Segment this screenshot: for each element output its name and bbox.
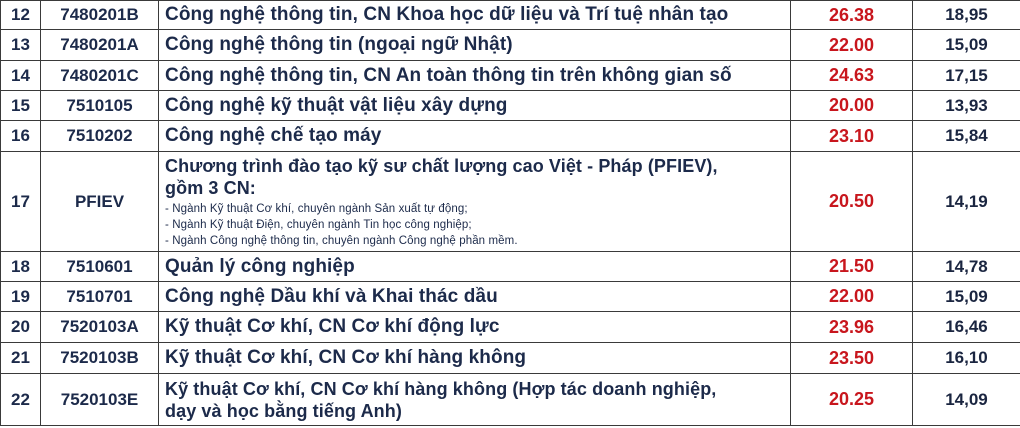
secondary-score: 15,84 bbox=[913, 121, 1020, 152]
program-name-line: gồm 3 CN: bbox=[165, 177, 256, 198]
table-row bbox=[1, 1, 1020, 30]
admission-score: 26.38 bbox=[791, 1, 913, 30]
secondary-score: 14,19 bbox=[913, 152, 1020, 252]
specialization-item: - Ngành Kỹ thuật Điện, chuyên ngành Tin học công nghiệp; bbox=[165, 218, 472, 231]
program-name bbox=[159, 152, 791, 252]
secondary-score: 14,78 bbox=[913, 252, 1020, 282]
row-number: 15 bbox=[1, 91, 41, 121]
row-number: 19 bbox=[1, 282, 41, 312]
row-number: 21 bbox=[1, 343, 41, 374]
row-number: 14 bbox=[1, 61, 41, 91]
program-name-line: Chương trình đào tạo kỹ sư chất lượng cao Việt - Pháp (PFIEV), bbox=[165, 155, 718, 176]
admission-score: 22.00 bbox=[791, 282, 913, 312]
program-name: Công nghệ chế tạo máy bbox=[159, 121, 791, 152]
table-row bbox=[1, 61, 1020, 91]
program-code: PFIEV bbox=[41, 152, 159, 252]
program-name: Kỹ thuật Cơ khí, CN Cơ khí hàng không bbox=[159, 343, 791, 374]
program-name: Quản lý công nghiệp bbox=[159, 252, 791, 282]
admission-score: 23.50 bbox=[791, 343, 913, 374]
table-row bbox=[1, 30, 1020, 61]
secondary-score: 17,15 bbox=[913, 61, 1020, 91]
secondary-score: 14,09 bbox=[913, 374, 1020, 426]
program-name: Công nghệ thông tin, CN Khoa học dữ liệu và Trí tuệ nhân tạo bbox=[159, 1, 791, 30]
admission-score: 23.10 bbox=[791, 121, 913, 152]
program-code: 7480201B bbox=[41, 1, 159, 30]
program-code: 7510601 bbox=[41, 252, 159, 282]
program-code: 7510105 bbox=[41, 91, 159, 121]
program-code: 7520103E bbox=[41, 374, 159, 426]
program-code: 7510202 bbox=[41, 121, 159, 152]
program-name: Kỹ thuật Cơ khí, CN Cơ khí động lực bbox=[159, 312, 791, 343]
secondary-score: 13,93 bbox=[913, 91, 1020, 121]
row-number: 20 bbox=[1, 312, 41, 343]
table-row bbox=[1, 282, 1020, 312]
admission-score: 21.50 bbox=[791, 252, 913, 282]
program-name bbox=[159, 374, 791, 426]
table-row bbox=[1, 374, 1020, 426]
admission-score: 24.63 bbox=[791, 61, 913, 91]
specialization-list bbox=[165, 201, 784, 249]
table-row bbox=[1, 252, 1020, 282]
admission-score: 20.25 bbox=[791, 374, 913, 426]
program-code: 7510701 bbox=[41, 282, 159, 312]
program-name: Công nghệ Dầu khí và Khai thác dầu bbox=[159, 282, 791, 312]
secondary-score: 15,09 bbox=[913, 282, 1020, 312]
specialization-item: - Ngành Công nghệ thông tin, chuyên ngành Công nghệ phần mềm. bbox=[165, 234, 518, 247]
program-code: 7520103B bbox=[41, 343, 159, 374]
program-name: Công nghệ thông tin (ngoại ngữ Nhật) bbox=[159, 30, 791, 61]
program-name: Công nghệ kỹ thuật vật liệu xây dựng bbox=[159, 91, 791, 121]
row-number: 18 bbox=[1, 252, 41, 282]
program-name-line: dạy và học bằng tiếng Anh) bbox=[165, 400, 402, 421]
program-code: 7480201C bbox=[41, 61, 159, 91]
program-name: Công nghệ thông tin, CN An toàn thông tin trên không gian số bbox=[159, 61, 791, 91]
specialization-item: - Ngành Kỹ thuật Cơ khí, chuyên ngành Sản xuất tự động; bbox=[165, 202, 468, 215]
secondary-score: 18,95 bbox=[913, 1, 1020, 30]
secondary-score: 16,10 bbox=[913, 343, 1020, 374]
program-code: 7520103A bbox=[41, 312, 159, 343]
row-number: 17 bbox=[1, 152, 41, 252]
admission-score: 22.00 bbox=[791, 30, 913, 61]
admission-score: 20.50 bbox=[791, 152, 913, 252]
program-name-line: Kỹ thuật Cơ khí, CN Cơ khí hàng không (Hợp tác doanh nghiệp, bbox=[165, 378, 717, 399]
row-number: 12 bbox=[1, 1, 41, 30]
secondary-score: 15,09 bbox=[913, 30, 1020, 61]
admission-score: 20.00 bbox=[791, 91, 913, 121]
secondary-score: 16,46 bbox=[913, 312, 1020, 343]
row-number: 13 bbox=[1, 30, 41, 61]
program-code: 7480201A bbox=[41, 30, 159, 61]
row-number: 16 bbox=[1, 121, 41, 152]
table-row bbox=[1, 312, 1020, 343]
table-row bbox=[1, 152, 1020, 252]
table-row bbox=[1, 91, 1020, 121]
table-row bbox=[1, 121, 1020, 152]
table-row bbox=[1, 343, 1020, 374]
admission-score: 23.96 bbox=[791, 312, 913, 343]
row-number: 22 bbox=[1, 374, 41, 426]
